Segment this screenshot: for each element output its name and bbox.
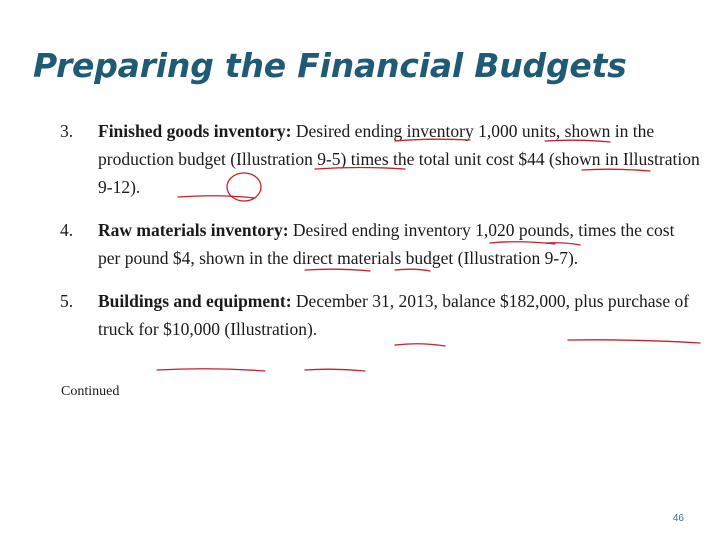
item-text: December 31, 2013, balance $182,000, plus purchase of truck for $10,000 (Illustration).: [98, 291, 690, 339]
item-label: Finished goods inventory:: [98, 121, 292, 141]
continued-label: Continued: [61, 384, 120, 399]
item-number: 4.: [60, 220, 74, 240]
item-text: Desired ending inventory 1,020 pounds, times the cost per pound $4, shown in the direct materials budget (Illustration 9-7).: [98, 220, 675, 268]
item-number: 3.: [60, 121, 74, 141]
annotation-underline: [157, 369, 265, 371]
slide-title: Preparing the Financial Budgets: [33, 46, 627, 85]
item-text: Desired ending inventory 1,000 units, shown in the production budget (Illustration 9-5) times the total unit cost $44 (shown in Illustration 9-12).: [98, 121, 700, 197]
annotation-underline: [305, 369, 365, 371]
item-label: Buildings and equipment:: [98, 291, 292, 311]
budget-item-buildings: [60, 287, 700, 343]
page-number: 46: [672, 513, 684, 524]
budget-item-finished-goods: [60, 117, 700, 201]
item-number: 5.: [60, 291, 74, 311]
budget-item-raw-materials: [60, 216, 700, 272]
budget-item-list: [60, 117, 700, 358]
item-label: Raw materials inventory:: [98, 220, 289, 240]
